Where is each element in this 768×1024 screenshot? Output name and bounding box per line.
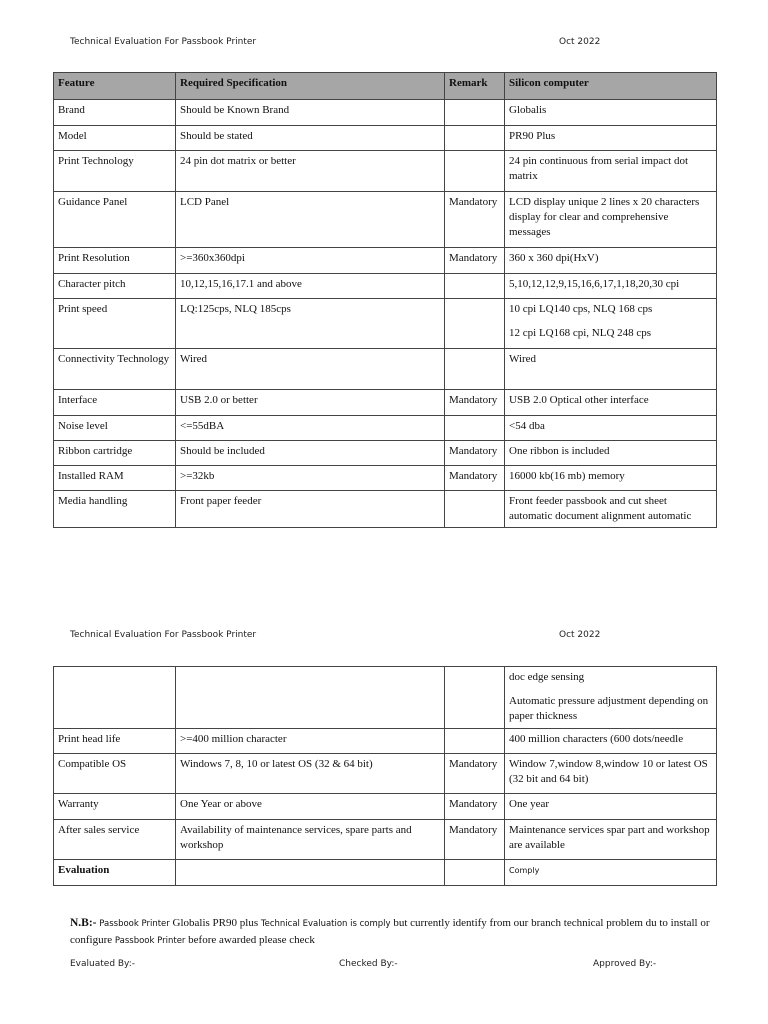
page-header-2 bbox=[0, 630, 768, 644]
note-part-2: Globalis PR90 plus bbox=[172, 917, 259, 929]
offer-text: Wired bbox=[509, 353, 537, 365]
remark-cell bbox=[445, 667, 505, 729]
spec-cell: Should be included bbox=[176, 441, 445, 466]
evaluation-result: Comply bbox=[505, 860, 717, 886]
column-header: Required Specification bbox=[176, 73, 445, 100]
feature-cell: Brand bbox=[54, 100, 176, 126]
table-row bbox=[54, 754, 717, 794]
remark-cell bbox=[445, 126, 505, 151]
offer-text: USB 2.0 Optical other interface bbox=[509, 394, 649, 406]
table-row bbox=[54, 416, 717, 441]
offer-text: 12 cpi LQ168 cpi, NLQ 248 cps bbox=[509, 327, 652, 339]
feature-cell: Print speed bbox=[54, 299, 176, 349]
feature-cell: Media handling bbox=[54, 491, 176, 528]
header-title: Technical Evaluation For Passbook Printer bbox=[70, 37, 257, 47]
table-row bbox=[54, 729, 717, 754]
spec-cell: Availability of maintenance services, spare parts and workshop bbox=[176, 820, 445, 860]
spec-cell: Should be stated bbox=[176, 126, 445, 151]
evaluated-by-label: Evaluated By:- bbox=[70, 959, 136, 969]
spec-cell: Wired bbox=[176, 349, 445, 390]
column-header: Feature bbox=[54, 73, 176, 100]
remark-cell bbox=[445, 100, 505, 126]
feature-cell: Ribbon cartridge bbox=[54, 441, 176, 466]
offer-cell bbox=[505, 466, 717, 491]
offer-text: Maintenance services spar part and workshop are available bbox=[509, 824, 710, 851]
offer-text: 400 million characters (600 dots/needle bbox=[509, 733, 684, 745]
spec-cell: >=400 million character bbox=[176, 729, 445, 754]
remark-cell bbox=[445, 491, 505, 528]
offer-text: 16000 kb(16 mb) memory bbox=[509, 470, 625, 482]
offer-text: 24 pin continuous from serial impact dot matrix bbox=[509, 155, 689, 182]
remark-cell: Mandatory bbox=[445, 466, 505, 491]
spec-cell: One Year or above bbox=[176, 794, 445, 820]
table-row bbox=[54, 151, 717, 192]
evaluation-spec-cell bbox=[176, 860, 445, 886]
evaluation-label: Evaluation bbox=[54, 860, 176, 886]
feature-cell: Model bbox=[54, 126, 176, 151]
offer-cell bbox=[505, 349, 717, 390]
offer-text: PR90 Plus bbox=[509, 130, 556, 142]
offer-cell bbox=[505, 100, 717, 126]
table-row bbox=[54, 100, 717, 126]
spec-cell: Front paper feeder bbox=[176, 491, 445, 528]
table-row bbox=[54, 466, 717, 491]
offer-cell bbox=[505, 274, 717, 299]
table-header-row bbox=[54, 73, 717, 100]
offer-cell bbox=[505, 820, 717, 860]
offer-cell bbox=[505, 299, 717, 349]
spec-cell: >=360x360dpi bbox=[176, 248, 445, 274]
feature-cell: Character pitch bbox=[54, 274, 176, 299]
remark-cell bbox=[445, 151, 505, 192]
feature-cell bbox=[54, 667, 176, 729]
note-part-1: Passbook Printer bbox=[99, 919, 170, 929]
note-part-4: but currently identify from our branch technical problem du to install or configure bbox=[70, 917, 710, 946]
offer-text: Front feeder passbook and cut sheet automatic document alignment automatic bbox=[509, 495, 692, 522]
table-row bbox=[54, 667, 717, 729]
checked-by-label: Checked By:- bbox=[339, 959, 398, 969]
spec-cell: LQ:125cps, NLQ 185cps bbox=[176, 299, 445, 349]
table-row bbox=[54, 794, 717, 820]
feature-cell: Print head life bbox=[54, 729, 176, 754]
offer-text: <54 dba bbox=[509, 420, 545, 432]
note-part-6: before awarded please check bbox=[188, 934, 315, 946]
remark-cell: Mandatory bbox=[445, 794, 505, 820]
column-header: Remark bbox=[445, 73, 505, 100]
spec-cell: LCD Panel bbox=[176, 192, 445, 248]
table-row bbox=[54, 126, 717, 151]
remark-cell: Mandatory bbox=[445, 192, 505, 248]
approved-by-label: Approved By:- bbox=[593, 959, 657, 969]
remark-cell bbox=[445, 729, 505, 754]
offer-cell bbox=[505, 441, 717, 466]
spec-cell bbox=[176, 667, 445, 729]
evaluation-remark-cell bbox=[445, 860, 505, 886]
remark-cell bbox=[445, 299, 505, 349]
table-row bbox=[54, 491, 717, 528]
offer-text: One ribbon is included bbox=[509, 445, 610, 457]
header-title: Technical Evaluation For Passbook Printer bbox=[70, 630, 257, 640]
feature-cell: Installed RAM bbox=[54, 466, 176, 491]
offer-text: 10 cpi LQ140 cps, NLQ 168 cps bbox=[509, 303, 653, 315]
offer-text: Automatic pressure adjustment depending on paper thickness bbox=[509, 695, 709, 722]
table-row bbox=[54, 192, 717, 248]
note-part-3: Technical Evaluation is comply bbox=[260, 919, 391, 929]
remark-cell: Mandatory bbox=[445, 820, 505, 860]
remark-cell: Mandatory bbox=[445, 441, 505, 466]
page-header-1 bbox=[0, 37, 768, 51]
offer-cell bbox=[505, 729, 717, 754]
offer-text: Globalis bbox=[509, 104, 547, 116]
remark-cell bbox=[445, 416, 505, 441]
offer-text: Window 7,window 8,window 10 or latest OS (32 bit and 64 bit) bbox=[509, 758, 708, 785]
offer-cell bbox=[505, 390, 717, 416]
feature-cell: Interface bbox=[54, 390, 176, 416]
feature-cell: Compatible OS bbox=[54, 754, 176, 794]
offer-cell bbox=[505, 667, 717, 729]
feature-cell: After sales service bbox=[54, 820, 176, 860]
note-label: N.B:- bbox=[70, 917, 97, 929]
offer-text: One year bbox=[509, 798, 550, 810]
offer-text: 360 x 360 dpi(HxV) bbox=[509, 252, 599, 264]
table-row bbox=[54, 274, 717, 299]
evaluation-row bbox=[54, 860, 717, 886]
spec-cell: USB 2.0 or better bbox=[176, 390, 445, 416]
remark-cell: Mandatory bbox=[445, 248, 505, 274]
column-header: Silicon computer bbox=[505, 73, 717, 100]
offer-cell bbox=[505, 248, 717, 274]
offer-cell bbox=[505, 754, 717, 794]
table-row bbox=[54, 820, 717, 860]
feature-cell: Warranty bbox=[54, 794, 176, 820]
table-row bbox=[54, 248, 717, 274]
offer-cell bbox=[505, 794, 717, 820]
spec-cell: Should be Known Brand bbox=[176, 100, 445, 126]
spec-cell: >=32kb bbox=[176, 466, 445, 491]
offer-cell bbox=[505, 491, 717, 528]
spec-cell: <=55dBA bbox=[176, 416, 445, 441]
offer-cell bbox=[505, 151, 717, 192]
note-paragraph bbox=[70, 915, 730, 949]
feature-cell: Noise level bbox=[54, 416, 176, 441]
offer-cell bbox=[505, 192, 717, 248]
remark-cell bbox=[445, 274, 505, 299]
header-date: Oct 2022 bbox=[559, 37, 601, 47]
feature-cell: Print Technology bbox=[54, 151, 176, 192]
offer-text: doc edge sensing bbox=[509, 671, 585, 683]
table-row bbox=[54, 349, 717, 390]
offer-text: 5,10,12,12,9,15,16,6,17,1,18,20,30 cpi bbox=[509, 278, 680, 290]
feature-cell: Print Resolution bbox=[54, 248, 176, 274]
table-row bbox=[54, 441, 717, 466]
feature-cell: Guidance Panel bbox=[54, 192, 176, 248]
spec-table-2 bbox=[53, 666, 717, 886]
remark-cell: Mandatory bbox=[445, 390, 505, 416]
header-date: Oct 2022 bbox=[559, 630, 601, 640]
spec-cell: 10,12,15,16,17.1 and above bbox=[176, 274, 445, 299]
table-row bbox=[54, 390, 717, 416]
offer-cell bbox=[505, 416, 717, 441]
spec-cell: Windows 7, 8, 10 or latest OS (32 & 64 bit) bbox=[176, 754, 445, 794]
spec-cell: 24 pin dot matrix or better bbox=[176, 151, 445, 192]
remark-cell bbox=[445, 349, 505, 390]
remark-cell: Mandatory bbox=[445, 754, 505, 794]
feature-cell: Connectivity Technology bbox=[54, 349, 176, 390]
table-row bbox=[54, 299, 717, 349]
note-part-5: Passbook Printer bbox=[114, 936, 186, 946]
offer-text: LCD display unique 2 lines x 20 characters display for clear and comprehensive messages bbox=[509, 196, 700, 238]
spec-table-1 bbox=[53, 72, 717, 528]
offer-cell bbox=[505, 126, 717, 151]
